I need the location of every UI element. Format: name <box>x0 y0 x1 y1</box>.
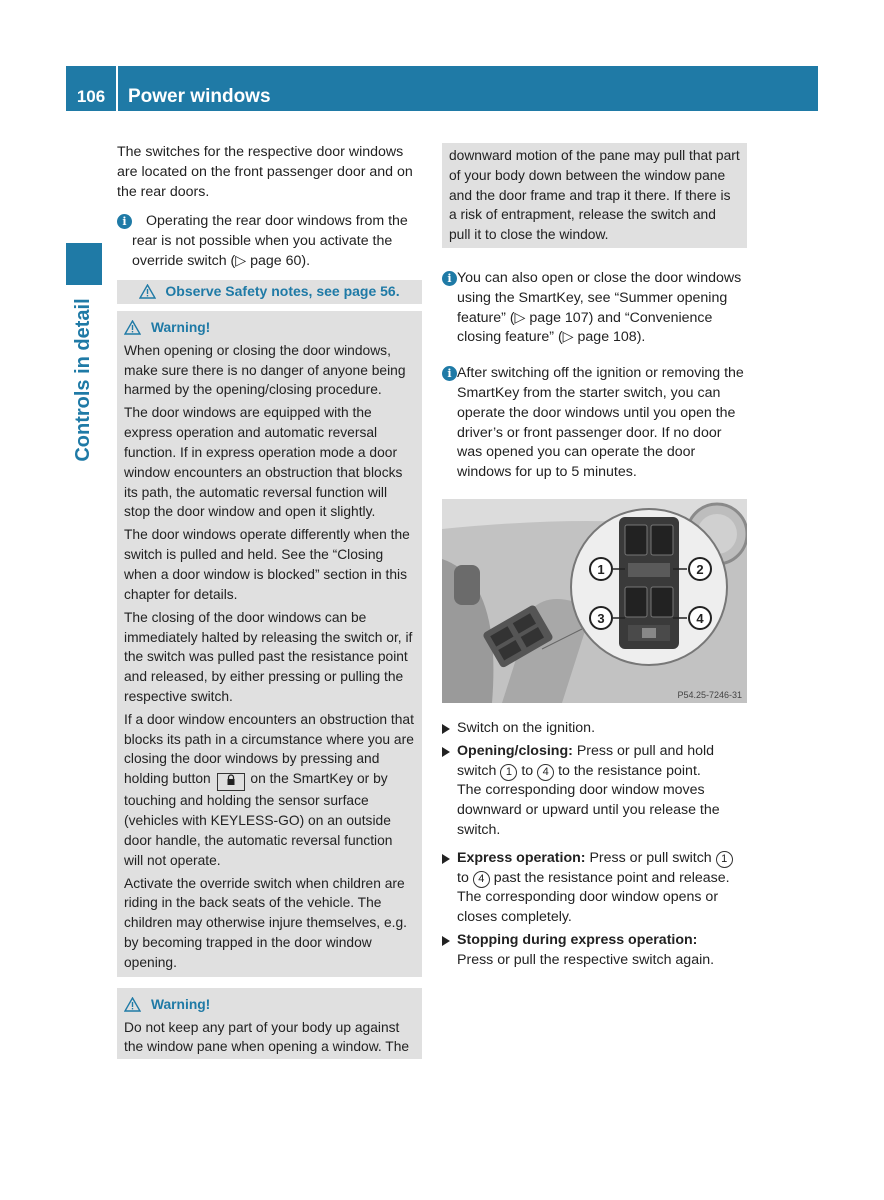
callout-4: 4 <box>696 610 704 626</box>
step-item <box>442 719 747 739</box>
door-switch-photo <box>442 499 747 703</box>
step-item <box>442 742 747 841</box>
step-text: The corresponding door window moves downward or upward until you release the switch. <box>457 782 720 838</box>
warning-triangle-icon <box>139 284 156 299</box>
side-tab-text: Controls in detail <box>72 298 95 462</box>
callout-1: 1 <box>597 561 605 577</box>
info-icon: i <box>117 214 132 229</box>
warning-heading <box>124 994 415 1016</box>
warning-heading <box>124 317 415 339</box>
intro-paragraph: The switches for the respective door windows are located on the front passenger door and on the rear doors. <box>117 144 413 200</box>
step-text: to the resistance point. <box>558 762 701 779</box>
warning-box-2-continued <box>442 143 747 248</box>
page-title: Power windows <box>128 86 271 107</box>
right-column <box>442 143 747 974</box>
arrow-right-icon <box>442 747 450 757</box>
warning-paragraph: Activate the override switch when children are riding in the back seats of the vehicle. The children may otherwise injure themselves, e.g. by becoming trapped in the door window opening. <box>124 875 407 970</box>
warning-box-1 <box>117 311 422 977</box>
step-heading: Stopping during express operation: <box>457 931 698 948</box>
safety-notes-banner <box>117 280 422 304</box>
door-switch-illustration <box>442 499 747 703</box>
warning-paragraph: Do not keep any part of your body up against the window pane when opening a window. The <box>124 1019 410 1055</box>
warning-triangle-icon <box>124 997 141 1012</box>
step-text: Press or pull switch <box>589 849 712 866</box>
warning-paragraph <box>124 710 415 871</box>
step-heading: Express operation: <box>457 849 586 866</box>
info-note <box>442 269 747 348</box>
circled-number: 4 <box>473 871 490 888</box>
header-divider <box>116 66 118 111</box>
warning-heading-text: Warning! <box>151 996 211 1012</box>
info-note-text: After switching off the ignition or removing the SmartKey from the starter switch, you can operate the door windows until you open the driver’s or front passenger door. If no door was opened you can operate the door windows for up to 5 minutes. <box>457 365 744 481</box>
page-number: 106 <box>76 87 106 106</box>
step-text: Press or pull the respective switch again. <box>457 951 715 968</box>
step-text: to <box>521 762 534 779</box>
warning-paragraph: When opening or closing the door windows, make sure there is no danger of anyone being harmed by the opening/closing procedure. <box>124 342 406 398</box>
warning-paragraph: downward motion of the pane may pull that part of your body down between the window pane and the door frame and trap it there. If there is a risk of entrapment, release the switch and pull it to close the window. <box>449 148 740 243</box>
arrow-right-icon <box>442 724 450 734</box>
step-heading: Opening/closing: <box>457 742 573 759</box>
circled-number: 1 <box>500 764 517 781</box>
callout-2: 2 <box>696 561 704 577</box>
figure-code: P54.25-7246-31 <box>677 689 742 700</box>
side-tab-marker <box>66 243 102 285</box>
lock-key-button-icon <box>217 773 245 791</box>
warning-paragraph: The door windows operate differently when the switch is pulled and held. See the “Closing when a door window is blocked” section in this chapter for details. <box>124 527 410 602</box>
step-text: to <box>457 869 469 886</box>
step-text: Switch on the ignition. <box>457 719 596 736</box>
warning-heading-text: Warning! <box>151 319 211 335</box>
info-note-text: You can also open or close the door windows using the SmartKey, see “Summer opening feature” (▷ page 107) and “Convenience closing feature” (▷ page 108). <box>457 269 742 346</box>
step-text: Press or pull and hold switch <box>457 742 715 779</box>
arrow-right-icon <box>442 854 450 864</box>
info-icon: i <box>442 366 457 381</box>
info-note-text: Operating the rear door windows from the rear is not possible when you activate the override switch (▷ page 60). <box>132 213 408 269</box>
warning-paragraph: The door windows are equipped with the express operation and automatic reversal function. If in express operation mode a door window encounters an obstruction that blocks its path, the automatic reversal function will stop the door window and open it slightly. <box>124 405 403 520</box>
warning-box-2 <box>117 988 422 1060</box>
info-note <box>117 212 422 271</box>
instruction-steps <box>442 719 747 971</box>
step-item <box>442 931 747 971</box>
callout-3: 3 <box>597 610 605 626</box>
circled-number: 4 <box>537 764 554 781</box>
arrow-right-icon <box>442 936 450 946</box>
warning-text-part: If a door window encounters an obstruction that blocks its path in a circumstance where you are closing the door windows by pressing and holding button <box>124 711 414 787</box>
left-column <box>117 143 422 1059</box>
info-icon: i <box>442 271 457 286</box>
warning-paragraph: The closing of the door windows can be immediately halted by releasing the switch or, if the switch was pulled past the resistance point and released, by either pressing or pulling the respective switch. <box>124 609 413 704</box>
step-text: The corresponding door window opens or closes completely. <box>457 889 719 926</box>
circled-number: 1 <box>716 851 733 868</box>
step-text: past the resistance point and release. <box>493 869 730 886</box>
warning-text-part: on the SmartKey or by touching and holding the sensor surface (vehicles with KEYLESS-GO) on an outside door handle, the automatic reversal function will not operate. <box>124 771 393 868</box>
warning-triangle-icon <box>124 320 141 335</box>
safety-notes-text: Observe Safety notes, see page 56. <box>165 282 400 299</box>
info-note <box>442 364 747 483</box>
step-item <box>442 849 747 928</box>
side-tab-label <box>66 290 102 470</box>
